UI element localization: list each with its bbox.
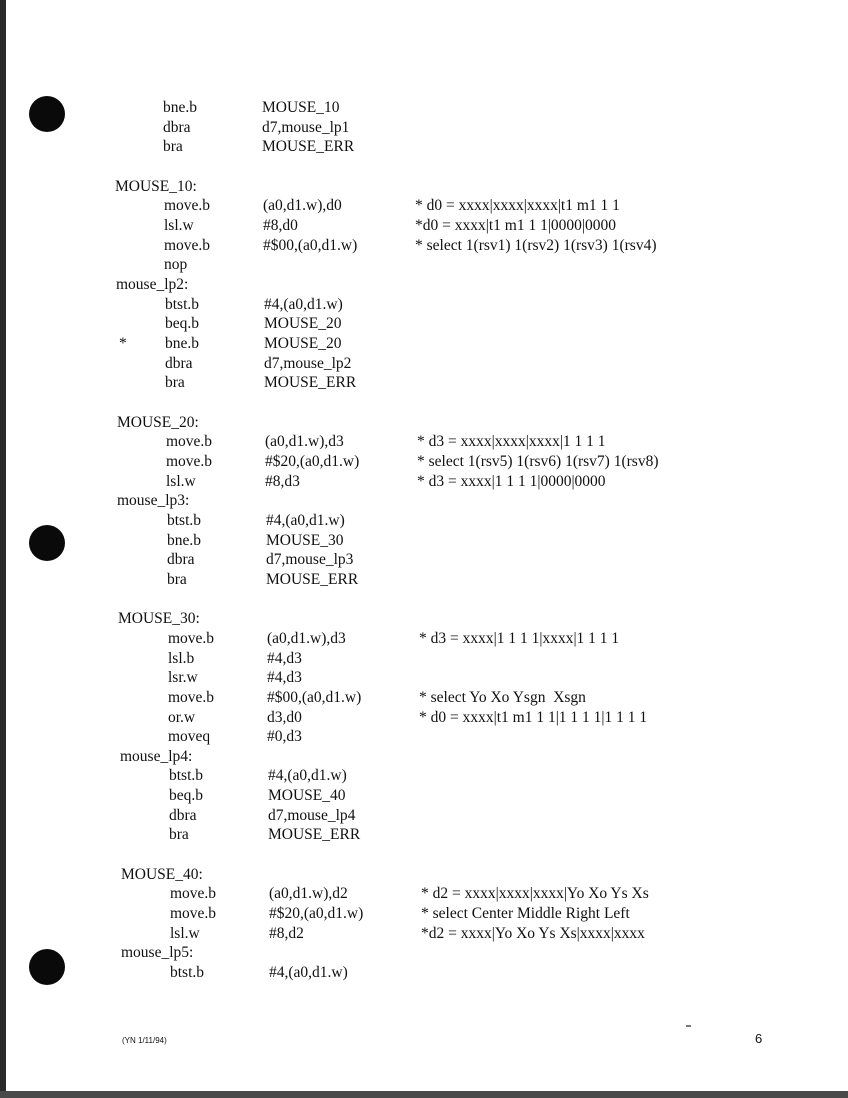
code-opcode: bne.b	[167, 531, 202, 549]
code-comment: * d0 = xxxx|t1 m1 1 1|1 1 1 1|1 1 1 1	[419, 708, 648, 726]
code-label: *	[119, 334, 127, 352]
code-line	[0, 137, 848, 157]
code-opcode: bra	[167, 570, 187, 588]
code-line	[0, 354, 848, 374]
code-operand: #4,(a0,d1.w)	[269, 964, 348, 981]
code-line	[0, 511, 848, 531]
code-line	[0, 157, 848, 177]
code-opcode: bra	[169, 826, 189, 844]
code-operand: MOUSE_40	[268, 787, 346, 805]
code-label: mouse_lp5:	[121, 944, 194, 962]
code-operand: (a0,d1.w),d3	[267, 629, 346, 647]
code-opcode: move.b	[168, 688, 215, 706]
footer-note: (YN 1/11/94)	[122, 1036, 167, 1045]
code-opcode: move.b	[170, 885, 217, 903]
code-line	[0, 766, 848, 786]
code-opcode: dbra	[167, 551, 195, 569]
code-label: mouse_lp2:	[116, 275, 189, 293]
code-comment: * select Center Middle Right Left	[421, 905, 630, 923]
code-comment: *d0 = xxxx|t1 m1 1 1|0000|0000	[415, 217, 617, 234]
code-label: MOUSE_20:	[117, 413, 199, 431]
code-operand: d3,d0	[267, 708, 302, 726]
code-operand: d7,mouse_lp2	[264, 354, 352, 372]
code-opcode: move.b	[164, 236, 211, 254]
code-operand: MOUSE_20	[264, 334, 342, 352]
code-line	[0, 649, 848, 669]
code-line	[0, 865, 848, 885]
code-opcode: lsl.b	[168, 649, 195, 667]
code-operand: MOUSE_30	[266, 531, 344, 549]
code-opcode: bra	[163, 138, 183, 156]
code-opcode: btst.b	[169, 767, 204, 785]
code-opcode: lsl.w	[164, 217, 194, 234]
code-operand: d7,mouse_lp1	[262, 118, 350, 136]
page-number: 6	[755, 1031, 763, 1046]
code-opcode: bne.b	[163, 99, 198, 116]
code-operand: #$00,(a0,d1.w)	[263, 236, 358, 254]
code-line	[0, 727, 848, 747]
code-line	[0, 314, 848, 334]
code-opcode: move.b	[164, 197, 211, 215]
code-label: mouse_lp4:	[120, 747, 193, 765]
code-operand: #8,d0	[263, 217, 298, 234]
code-line	[0, 590, 848, 610]
code-opcode: move.b	[170, 905, 217, 923]
code-operand: #4,d3	[267, 649, 302, 667]
code-line	[0, 236, 848, 256]
code-line	[0, 806, 848, 826]
code-opcode: move.b	[166, 433, 213, 451]
code-operand: #4,d3	[267, 669, 302, 687]
code-line	[0, 629, 848, 649]
code-operand: #$00,(a0,d1.w)	[267, 688, 362, 706]
code-line	[0, 668, 848, 688]
code-line	[0, 275, 848, 295]
code-line	[0, 491, 848, 511]
code-opcode: bne.b	[165, 334, 200, 352]
code-line	[0, 373, 848, 393]
code-opcode: moveq	[168, 728, 211, 746]
code-line	[0, 452, 848, 472]
code-comment: * d2 = xxxx|xxxx|xxxx|Yo Xo Ys Xs	[421, 885, 649, 903]
code-opcode: lsl.w	[166, 472, 196, 490]
code-comment: * d3 = xxxx|xxxx|xxxx|1 1 1 1	[417, 433, 606, 451]
code-opcode: lsl.w	[170, 924, 200, 942]
code-opcode: btst.b	[167, 511, 202, 529]
code-operand: MOUSE_10	[262, 99, 340, 116]
code-line	[0, 688, 848, 708]
code-operand: #4,(a0,d1.w)	[264, 295, 343, 313]
code-line	[0, 943, 848, 963]
code-operand: MOUSE_ERR	[268, 826, 361, 844]
code-line	[0, 924, 848, 944]
code-opcode: lsr.w	[168, 669, 198, 687]
code-operand: MOUSE_20	[264, 315, 342, 333]
code-operand: (a0,d1.w),d2	[269, 885, 348, 903]
code-operand: MOUSE_ERR	[264, 374, 357, 392]
code-opcode: dbra	[163, 118, 191, 136]
code-operand: #4,(a0,d1.w)	[266, 511, 345, 529]
code-opcode: nop	[164, 256, 188, 274]
code-opcode: move.b	[166, 452, 213, 470]
code-opcode: dbra	[165, 354, 193, 372]
code-operand: #8,d2	[269, 924, 304, 942]
code-line	[0, 708, 848, 728]
code-opcode: beq.b	[169, 787, 204, 805]
code-opcode: beq.b	[165, 315, 200, 333]
code-operand: (a0,d1.w),d3	[265, 433, 344, 451]
code-opcode: move.b	[168, 629, 215, 647]
code-line	[0, 904, 848, 924]
code-label: MOUSE_10:	[115, 177, 197, 195]
code-operand: #8,d3	[265, 472, 300, 490]
code-line	[0, 963, 848, 983]
code-opcode: bra	[165, 374, 185, 392]
code-line	[0, 845, 848, 865]
code-line	[0, 531, 848, 551]
code-line	[0, 472, 848, 492]
code-opcode: btst.b	[170, 964, 205, 981]
code-label: MOUSE_40:	[121, 865, 203, 883]
code-label: MOUSE_30:	[118, 610, 200, 628]
code-comment: * d0 = xxxx|xxxx|xxxx|t1 m1 1 1	[415, 197, 620, 215]
code-line	[0, 334, 848, 354]
code-comment: * select 1(rsv5) 1(rsv6) 1(rsv7) 1(rsv8)	[417, 452, 659, 470]
code-opcode: or.w	[168, 708, 196, 726]
code-line	[0, 295, 848, 315]
code-comment: * d3 = xxxx|1 1 1 1|0000|0000	[417, 472, 606, 490]
code-line	[0, 255, 848, 275]
code-operand: #0,d3	[267, 728, 302, 746]
code-line	[0, 177, 848, 197]
code-operand: #$20,(a0,d1.w)	[269, 905, 364, 923]
scan-edge-bottom	[0, 1091, 848, 1098]
code-comment: *d2 = xxxx|Yo Xo Ys Xs|xxxx|xxxx	[421, 924, 645, 942]
code-operand: d7,mouse_lp4	[268, 806, 356, 824]
code-line	[0, 825, 848, 845]
code-line	[0, 413, 848, 433]
code-comment: * select Yo Xo Ysgn Xsgn	[419, 688, 586, 706]
code-comment: * d3 = xxxx|1 1 1 1|xxxx|1 1 1 1	[419, 629, 620, 647]
code-opcode: dbra	[169, 806, 197, 824]
code-line	[0, 432, 848, 452]
code-line	[0, 393, 848, 413]
code-line	[0, 196, 848, 216]
code-line	[0, 609, 848, 629]
code-line	[0, 786, 848, 806]
code-label: mouse_lp3:	[117, 492, 190, 510]
code-line	[0, 570, 848, 590]
code-line	[0, 98, 848, 118]
code-operand: MOUSE_ERR	[266, 570, 359, 588]
code-opcode: btst.b	[165, 295, 200, 313]
scan-speck	[686, 1025, 691, 1027]
code-line	[0, 747, 848, 767]
code-line	[0, 550, 848, 570]
code-line	[0, 118, 848, 138]
code-comment: * select 1(rsv1) 1(rsv2) 1(rsv3) 1(rsv4)	[415, 236, 657, 254]
code-operand: (a0,d1.w),d0	[263, 197, 342, 215]
code-line	[0, 216, 848, 236]
code-operand: d7,mouse_lp3	[266, 551, 354, 569]
code-line	[0, 884, 848, 904]
code-operand: MOUSE_ERR	[262, 138, 355, 156]
code-operand: #4,(a0,d1.w)	[268, 767, 347, 785]
code-operand: #$20,(a0,d1.w)	[265, 452, 360, 470]
